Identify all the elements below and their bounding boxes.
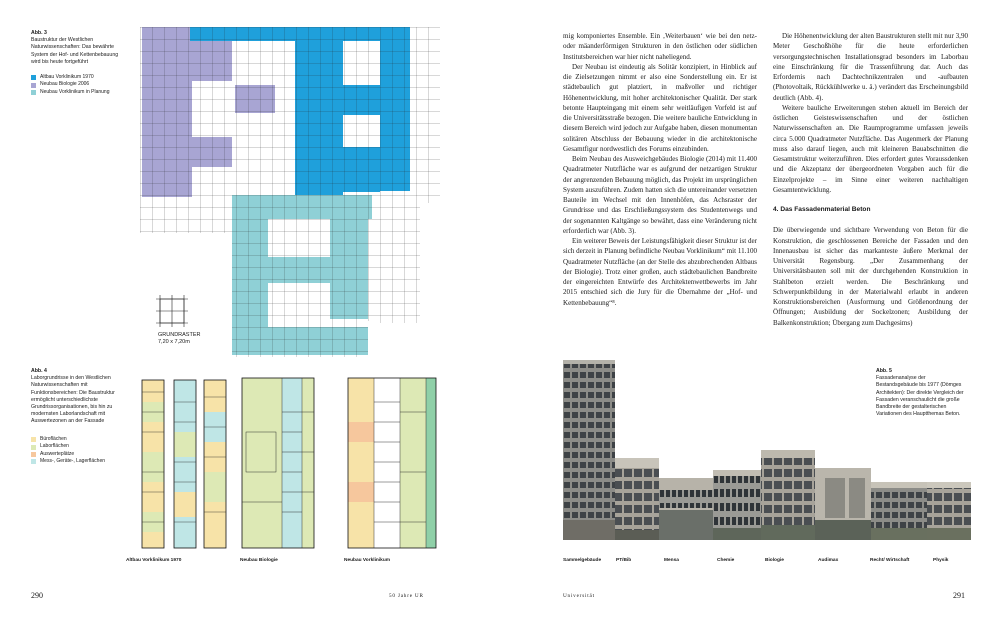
facade-physik [927, 482, 971, 540]
fig5-caption: Fassadenanalyse der Bestandsgebäude bis 1977 (Dömges Architekten): Der direkte Vergleich der Fassaden veranschaulicht die große Bandbreite der gestalterischen Variationen des Hauptthemas Beton. [876, 375, 964, 418]
legend-label: Mess-, Geräte-, Lagerflächen [40, 458, 106, 465]
facade-label: PT/Bib [616, 558, 632, 563]
paragraph: Die Höhenentwicklung der alten Baustrukturen stellt mit nur 3,90 Meter Geschoßhöhe für die heute erforderlichen versorgungstechnischen Installationsgrad besonders im Laborbau eine Einschränkung für die Trassenführung dar. Auch das Erfordernis nach Dachtechnikzentralen und -aufbauten (Photovoltaik, Rückkühlwerke u. ä.) verändert das Erscheinungsbild deutlich (Abb. 4). [773, 32, 968, 102]
legend-swatch [31, 90, 36, 95]
legend-label: Büroflächen [40, 436, 67, 442]
facade-label: Mensa [664, 558, 679, 563]
paragraph: Weitere bauliche Erweiterungen stehen aktuell im Bereich der östlichen Geisteswissenschaften und der östlichen Naturwissenschaften an. Die Raumprogramme umfassen jeweils circa 5.000 Quadratmeter Nutzfläche. Das Augenmerk der Planung muss also darauf liegen, auch mit kleineren Bauabschnitten die Gesamtstruktur weiterzuführen. Dies erfordert gutes Voraussdenken und die Akzeptanz der übergeordneten Vorgaben auch für die Einzelprojekte – im Sinne einer weiteren nachhaltigen Gesamtentwicklung. [773, 103, 968, 194]
fig4-legend [31, 436, 126, 466]
fig4-caption: Laborgrundrisse in den Westlichen Naturwissenschaften mit Funktionsbereichen: Die Baustruktur ermöglicht unterschiedlichste Grundrissorganisationen, bis hin zu modernsten Laborlandschaft mit Auswertezonen an der Fassade [31, 375, 115, 425]
text-column-2 [773, 31, 968, 328]
facade-audimax [815, 468, 871, 540]
fig5-title: Abb. 5 [876, 368, 892, 374]
facade-label: Audimax [818, 558, 839, 563]
fig3-title: Abb. 3 [31, 30, 47, 36]
raster-label-title: GRUNDRASTER [158, 332, 201, 338]
raster-label-size: 7,20 x 7,20m [158, 339, 190, 345]
paragraph: Beim Neubau des Ausweichgebäudes Biologie (2014) mit 11.400 Quadratmeter Nutzfläche war es aufgrund der netzartigen Struktur der angrenzenden Bebauung möglich, das Projekt im ursprünglichen System auszuführen. Zudem hatten sich die untereinander versetzten Bauteile im Wechsel mit den Innenhöfen, das Achsraster der Grundrisse und das Erschließungssystem des Studentenwegs und der sogenannten Kaltgänge so bewährt, dass eine Veränderung nicht erforderlich war (Abb. 3). [563, 155, 757, 235]
fig4-title: Abb. 4 [31, 368, 47, 374]
legend-label: Altbau Vorklinikum 1970 [40, 74, 94, 80]
legend-item [31, 443, 126, 450]
facade-recht-wirtschaft [871, 482, 927, 540]
facade-ptbib [615, 458, 659, 540]
legend-item [31, 74, 126, 81]
legend-swatch [31, 459, 36, 464]
fig3-caption-block [31, 30, 121, 66]
floor-plan-biologie [242, 378, 314, 548]
legend-item [31, 458, 126, 465]
legend-item [31, 81, 126, 88]
raster-label [158, 332, 200, 346]
plan-label-biologie: Neubau Biologie [240, 558, 278, 563]
facade-label: Physik [933, 558, 949, 563]
fig3-legend [31, 74, 126, 96]
legend-label: Neubau Vorklinikum in Planung [40, 88, 110, 95]
facade-biologie [761, 450, 815, 540]
site-plan-figure [140, 27, 440, 357]
facade-label: Biologie [765, 558, 784, 563]
legend-swatch [31, 75, 36, 80]
facade-sammelgebaeude [563, 360, 615, 540]
facade-photos-figure [563, 360, 971, 556]
page-number-right: 291 [953, 591, 965, 600]
running-head-left: 50 Jahre UR [389, 593, 424, 599]
legend-item [31, 436, 126, 443]
legend-swatch [31, 83, 36, 88]
legend-label: Auswerteplätze [40, 450, 75, 457]
section-heading: 4. Das Fassadenmaterial Beton [773, 206, 871, 213]
legend-swatch [31, 445, 36, 450]
facade-mensa [659, 478, 713, 540]
facade-label: Chemie [717, 558, 735, 563]
page-number-left: 290 [31, 591, 43, 600]
paragraph: mig komponiertes Ensemble. Ein ‚Weiterbauen‘ wie bei den netz- oder mäanderförmigen Strukturen in den östlichen oder südlichen Institutsbereichen war hier nicht naheliegend. [563, 32, 757, 61]
legend-item [31, 451, 126, 458]
paragraph: Die überwiegende und sichtbare Verwendung von Beton für die Konstruktion, die geschlossenen Bereiche der Fassaden und den Innenausbau ist sicher das markanteste äußere Merkmal der Universität Regensburg. „Der Zusammenhang der Universitätsbauten soll mit der durchgehenden Konstruktion in Stahlbeton erzielt werden. Die Beschränkung und Schwerpunktbildung in der Materialwahl erlaubt in anderen Konstruktionsbereichen (Ausformung und Größenordnung der Öffnungen; Ausbildung der Sockelzonen; Ausbildung der Balkenkonstruktion; Übergang zum Dachgesims) [773, 226, 968, 327]
floor-plans-figure [138, 372, 438, 552]
facade-label: Recht/ Wirtschaft [870, 558, 910, 563]
plan-label-vorklinikum: Neubau Vorklinikum [344, 558, 391, 563]
paragraph: Der Neubau ist eindeutig als Solitär konzipiert, in Hinblick auf die Zielsetzungen nimmt er also eine Sonderstellung ein. Er ist städtebaulich gut platziert, in maßvoller und richtiger Höhenentwicklung, mit hoher architektonischer Qualität. Der stark betonte Haupteingang mit einem sehr weitläufigen Vorfeld ist auf die Universitätsstraße bezogen. Die weitere bauliche Entwicklung in diesem Bereich wird jedoch zur Aufgabe haben, diesen monumentan solitären Abschluss der Bebauung wieder in die architektonische Gesamtfigur nordwestlich des Forums einzubinden. [563, 62, 757, 153]
fig3-caption: Baustruktur der Westlichen Naturwissenschaften: Das bewährte System der Hof- und Kettenbebauung wird bis heute fortgeführt [31, 37, 119, 65]
legend-swatch [31, 437, 36, 442]
legend-item [31, 89, 126, 96]
fig4-caption-block [31, 368, 119, 426]
legend-label: Neubau Biologie 2006 [40, 81, 90, 88]
legend-swatch [31, 452, 36, 457]
paragraph: Ein weiterer Beweis der Leistungsfähigkeit dieser Struktur ist der sich derzeit in Planung befindliche Neubau Vorklinikum“ mit 11.100 Quadratmeter Nutzfläche (an der Stelle des abzubrechenden Altbaus der Biologie). Trotz einer großen, auch städtebaulichen Bandbreite der eingereichten Entwürfe des Architektenwettbewerbs im Jahr 2015 entschied sich die Jury für die Übernahme der „Hof- und Kettenbebauung“⁸. [563, 237, 757, 307]
floor-plan-altbau [142, 380, 226, 548]
legend-label: Laborflächen [40, 443, 69, 450]
floor-plan-vorklinikum [348, 378, 436, 548]
running-head-right: Universität [563, 593, 595, 599]
plan-label-altbau: Altbau Vorklinikum 1970 [126, 558, 182, 563]
facade-chemie [713, 470, 761, 540]
text-column-1 [563, 31, 757, 308]
facade-label: Sammelgebäude [563, 558, 602, 563]
